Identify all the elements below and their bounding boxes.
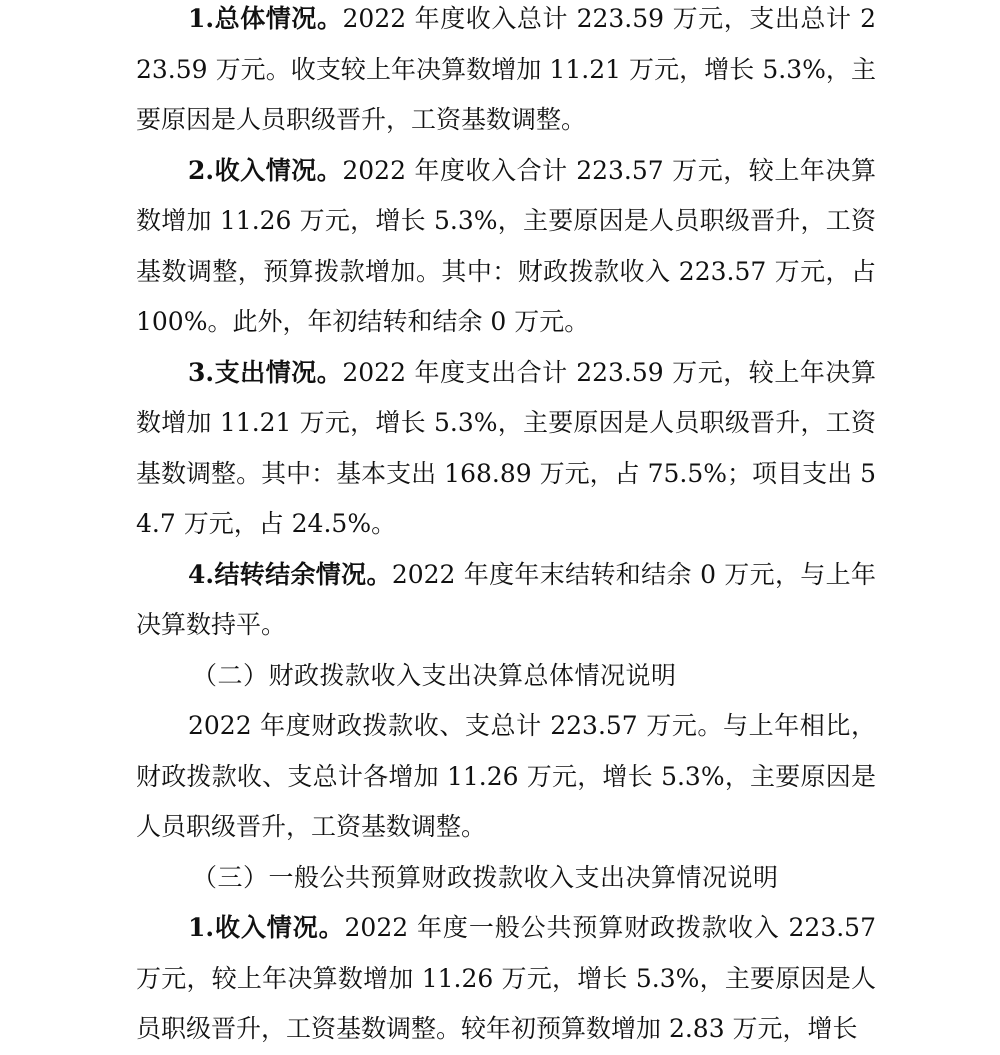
paragraph-lead: 2.收入情况。 xyxy=(188,155,343,185)
paragraph-body: 2022 年度收入总计 223.59 万元，支出总计 223.59 万元。收支较上年决算数增加 11.21 万元，增长 5.3%，主要原因是人员职级晋升，工资基数调整。 xyxy=(136,4,876,134)
paragraph-lead: 1.收入情况。 xyxy=(188,913,345,942)
section-2-body: 2022 年度财政拨款收、支总计 223.57 万元。与上年相比，财政拨款收、支总计各增加 11.26 万元，增长 5.3%，主要原因是人员职级晋升，工资基数调整。 xyxy=(136,711,876,841)
paragraph-body: 2022 年度支出合计 223.59 万元，较上年决算数增加 11.21 万元，增长 5.3%，主要原因是人员职级晋升，工资基数调整。其中：基本支出 168.89 万元，占 75.5%；项目支出 54.7 万元，占 24.5%。 xyxy=(136,357,876,538)
paragraph-body: 2022 年度年末结转和结余 0 万元，与上年决算数持平。 xyxy=(136,559,876,639)
section-3-income xyxy=(136,903,876,1055)
document-page xyxy=(136,0,876,1055)
paragraph-body: 2022 年度一般公共预算财政拨款收入 223.57 万元，较上年决算数增加 11.26 万元，增长 5.3%，主要原因是人员职级晋升，工资基数调整。较年初预算数增加 2.83 万元，增长 xyxy=(136,913,876,1043)
paragraph-overall xyxy=(136,0,876,146)
paragraph-carryover xyxy=(136,550,876,651)
section-heading-3: （三）一般公共预算财政拨款收入支出决算情况说明 xyxy=(192,862,779,892)
section-heading-2: （二）财政拨款收入支出决算总体情况说明 xyxy=(192,660,677,690)
paragraph-expenditure xyxy=(136,348,876,550)
paragraph-lead: 3.支出情况。 xyxy=(188,357,343,387)
paragraph-lead: 1.总体情况。 xyxy=(188,4,343,33)
paragraph-body: 2022 年度收入合计 223.57 万元，较上年决算数增加 11.26 万元，增长 5.3%，主要原因是人员职级晋升，工资基数调整，预算拨款增加。其中：财政拨款收入 223.57 万元，占 100%。此外，年初结转和结余 0 万元。 xyxy=(136,155,876,336)
paragraph-lead: 4.结转结余情况。 xyxy=(188,559,392,589)
paragraph-income xyxy=(136,146,876,348)
